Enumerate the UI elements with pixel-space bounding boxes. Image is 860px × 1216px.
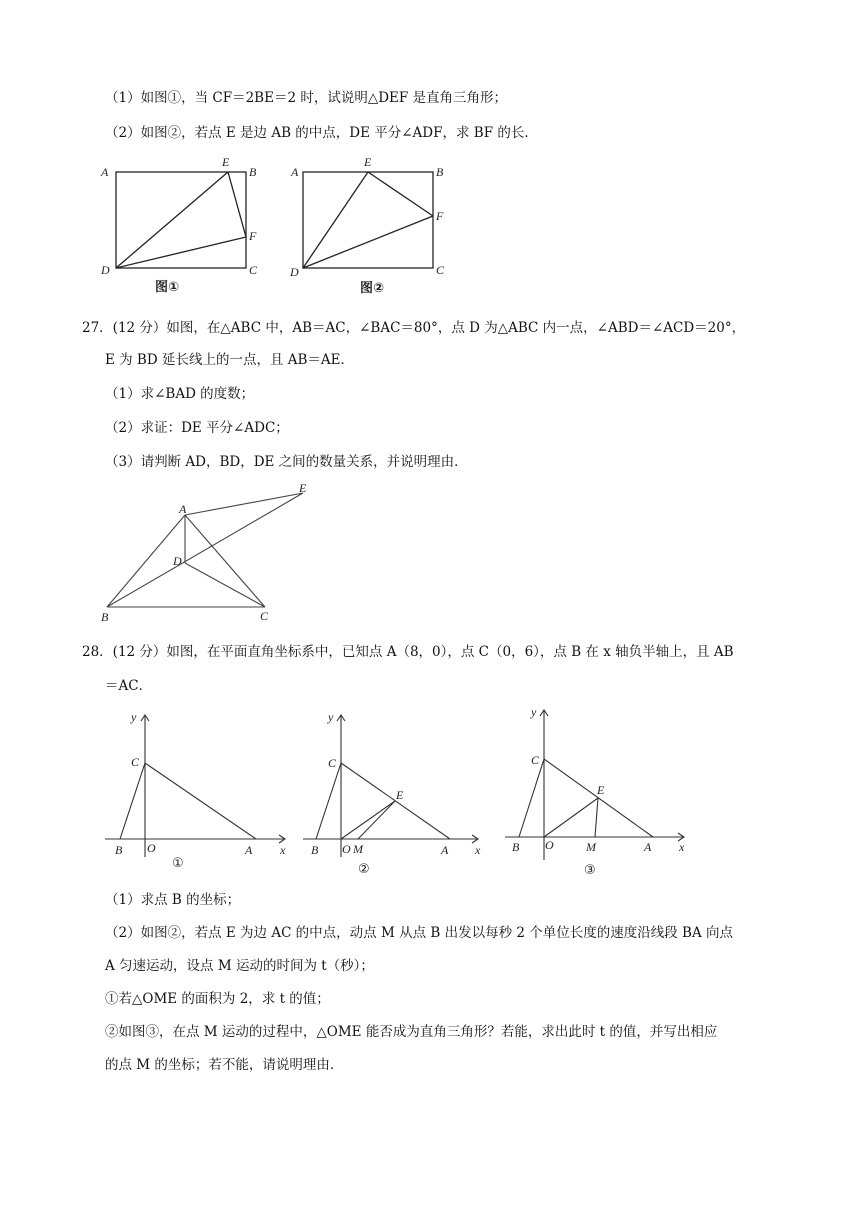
label-c: C	[436, 263, 445, 277]
q28-sub1: ①若△OME 的面积为 2，求 t 的值；	[105, 991, 330, 1007]
label-f: F	[249, 229, 257, 243]
q28-figure-1	[100, 705, 300, 875]
q27-stem-1: 27．(12 分）如图，在△ABC 中，AB＝AC，∠BAC＝80°，点 D 为△ABC 内一点，∠ABD＝∠ACD＝20°，	[82, 320, 746, 336]
q26-figure-2	[285, 150, 465, 300]
q27-stem-2: E 为 BD 延长线上的一点，且 AB＝AE．	[105, 352, 355, 368]
figure-caption: ①	[172, 856, 184, 871]
q27-figure	[95, 480, 325, 630]
figure-caption: ②	[358, 862, 370, 877]
label-e: E	[364, 155, 372, 169]
label-c: C	[249, 263, 258, 277]
q28-part2-line2: A 匀速运动，设点 M 运动的时间为 t（秒）；	[105, 958, 374, 974]
label-m: M	[353, 842, 363, 856]
q28-stem-2: ＝AC．	[105, 678, 153, 694]
label-b: B	[115, 843, 123, 857]
q28-sub2-line1: ②如图③，在点 M 运动的过程中，△OME 能否成为直角三角形？若能，求出此时 t 的值，并写出相应	[105, 1024, 718, 1040]
label-e: E	[299, 481, 307, 495]
label-o: O	[342, 842, 351, 856]
label-c: C	[531, 753, 540, 767]
q26-part2: （2）如图②，若点 E 是边 AB 的中点，DE 平分∠ADF，求 BF 的长．	[105, 125, 538, 141]
q28-part2-line1: （2）如图②，若点 E 为边 AC 的中点，动点 M 从点 B 出发以每秒 2 个单位长度的速度沿线段 BA 向点	[105, 925, 734, 941]
label-b: B	[311, 843, 319, 857]
label-x: x	[280, 843, 286, 857]
q26-part1: （1）如图①，当 CF＝2BE＝2 时，试说明△DEF 是直角三角形；	[105, 90, 508, 106]
label-y: y	[531, 705, 537, 719]
q28-part1: （1）求点 B 的坐标；	[105, 892, 241, 908]
figure-caption: 图①	[155, 280, 180, 295]
label-b: B	[101, 610, 109, 624]
q27-part2: （2）求证：DE 平分∠ADC；	[105, 420, 289, 436]
label-x: x	[679, 840, 685, 854]
q28-stem-1: 28．(12 分）如图，在平面直角坐标系中，已知点 A（8，0），点 C（0，6），点 B 在 x 轴负半轴上，且 AB	[82, 644, 734, 660]
q27-part1: （1）求∠BAD 的度数；	[105, 386, 255, 402]
q26-figure-1	[95, 150, 275, 300]
q28-sub2-line2: 的点 M 的坐标；若不能，请说明理由．	[105, 1057, 344, 1073]
figure-caption: 图②	[360, 281, 385, 296]
figure-caption: ③	[584, 863, 596, 878]
label-b: B	[512, 840, 520, 854]
label-a: A	[179, 502, 187, 516]
label-o: O	[147, 841, 156, 855]
label-a: A	[644, 840, 652, 854]
label-a: A	[245, 843, 253, 857]
label-d: D	[173, 554, 182, 568]
label-c: C	[131, 755, 140, 769]
label-d: D	[101, 263, 110, 277]
label-b: B	[436, 165, 444, 179]
q28-figure-3	[500, 700, 700, 880]
label-a: A	[291, 165, 299, 179]
label-e: E	[396, 788, 404, 802]
label-x: x	[475, 843, 481, 857]
label-a: A	[441, 843, 449, 857]
q28-figure-2	[298, 705, 498, 880]
label-f: F	[436, 209, 444, 223]
label-b: B	[249, 165, 257, 179]
label-c: C	[328, 756, 337, 770]
label-c: C	[260, 609, 269, 623]
q27-part3: （3）请判断 AD，BD，DE 之间的数量关系，并说明理由．	[105, 454, 468, 470]
label-e: E	[597, 783, 605, 797]
label-y: y	[328, 710, 334, 724]
label-o: O	[545, 838, 554, 852]
label-a: A	[101, 165, 109, 179]
label-d: D	[290, 265, 299, 279]
label-e: E	[222, 155, 230, 169]
label-m: M	[586, 840, 596, 854]
label-y: y	[131, 710, 137, 724]
